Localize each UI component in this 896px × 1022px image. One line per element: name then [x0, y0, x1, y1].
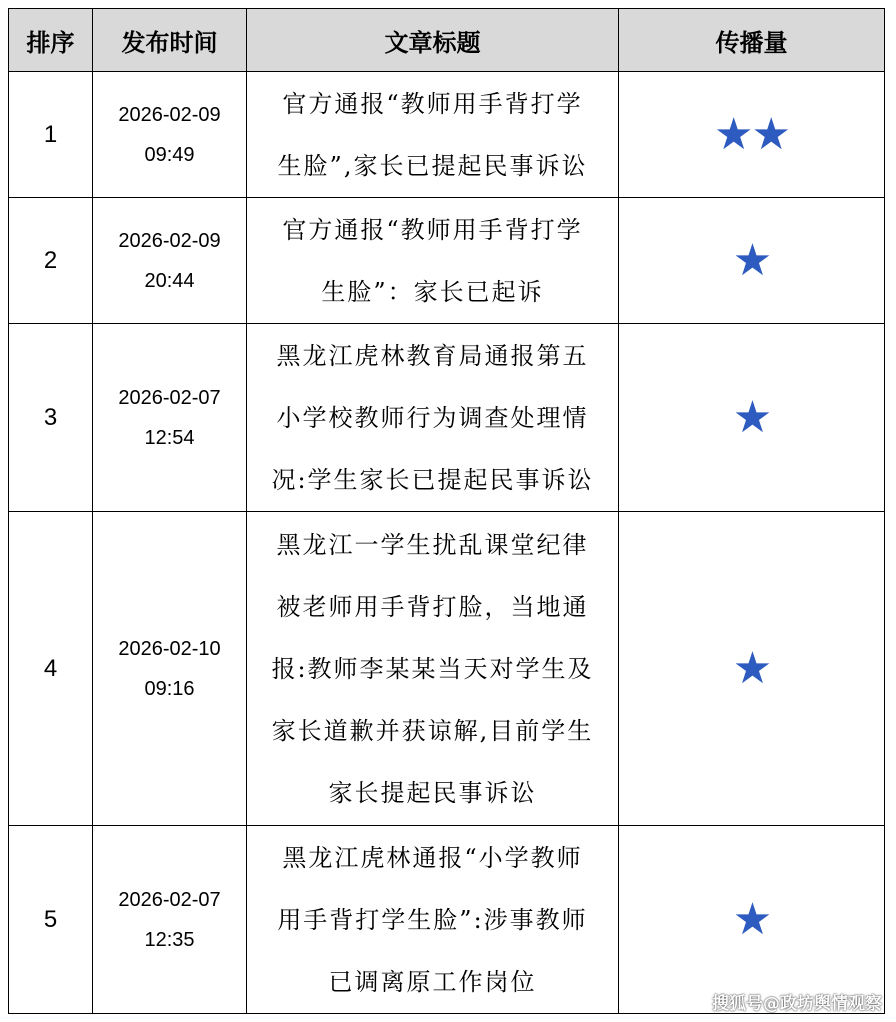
spread-cell	[619, 512, 885, 826]
title-cell	[247, 512, 619, 826]
time-cell	[93, 512, 247, 826]
spread-cell	[619, 826, 885, 1014]
title-cell	[247, 826, 619, 1014]
clock-text: 09:49	[144, 143, 195, 166]
title-line: 黑龙江虎林通报“小学教师	[282, 843, 583, 872]
title-line: 黑龙江虎林教育局通报第五	[276, 341, 589, 370]
rank-cell: 1	[9, 72, 93, 198]
rank-cell: 2	[9, 198, 93, 324]
header-title: 文章标题	[247, 9, 619, 72]
title-line: 生脸”,家长已提起民事诉讼	[277, 151, 588, 180]
table-row	[9, 512, 885, 826]
star-rating-icon: ★	[732, 893, 771, 945]
title-line: 家长道歉并获谅解,目前学生	[271, 716, 594, 745]
star-rating-icon: ★	[732, 391, 771, 443]
time-cell	[93, 198, 247, 324]
title-cell	[247, 198, 619, 324]
table-row	[9, 72, 885, 198]
date-text: 2026-02-07	[118, 888, 221, 911]
star-rating-icon: ★	[732, 234, 771, 286]
time-cell	[93, 324, 247, 512]
header-rank: 排序	[9, 9, 93, 72]
table-row	[9, 826, 885, 1014]
rank-cell: 3	[9, 324, 93, 512]
date-text: 2026-02-10	[118, 637, 221, 660]
rank-cell: 4	[9, 512, 93, 826]
title-line: 已调离原工作岗位	[328, 967, 537, 996]
spread-cell	[619, 324, 885, 512]
time-cell	[93, 826, 247, 1014]
rank-cell: 5	[9, 826, 93, 1014]
ranking-table	[8, 8, 885, 1014]
title-line: 官方通报“教师用手背打学	[282, 215, 583, 244]
header-row	[9, 9, 885, 72]
title-line: 生脸”：家长已起诉	[321, 277, 544, 306]
star-rating-icon: ★	[732, 642, 771, 694]
date-text: 2026-02-09	[118, 229, 221, 252]
title-cell	[247, 324, 619, 512]
table-row	[9, 198, 885, 324]
spread-cell	[619, 198, 885, 324]
title-line: 况:学生家长已提起民事诉讼	[271, 465, 594, 494]
star-rating-icon: ★★	[714, 108, 789, 160]
clock-text: 12:54	[144, 426, 195, 449]
title-line: 报:教师李某某当天对学生及	[271, 654, 594, 683]
header-time: 发布时间	[93, 9, 247, 72]
title-line: 黑龙江一学生扰乱课堂纪律	[276, 530, 589, 559]
date-text: 2026-02-09	[118, 103, 221, 126]
watermark: 搜狐号@政坊舆情观察	[712, 994, 882, 1014]
date-text: 2026-02-07	[118, 386, 221, 409]
time-cell	[93, 72, 247, 198]
title-line: 用手背打学生脸”:涉事教师	[277, 905, 588, 934]
table-row	[9, 324, 885, 512]
title-line: 小学校教师行为调查处理情	[276, 403, 589, 432]
spread-cell	[619, 72, 885, 198]
clock-text: 20:44	[144, 269, 195, 292]
clock-text: 09:16	[144, 677, 195, 700]
title-line: 家长提起民事诉讼	[328, 778, 537, 807]
title-line: 官方通报“教师用手背打学	[282, 89, 583, 118]
title-cell	[247, 72, 619, 198]
title-line: 被老师用手背打脸，当地通	[276, 592, 589, 621]
header-spread: 传播量	[619, 9, 885, 72]
clock-text: 12:35	[144, 928, 195, 951]
